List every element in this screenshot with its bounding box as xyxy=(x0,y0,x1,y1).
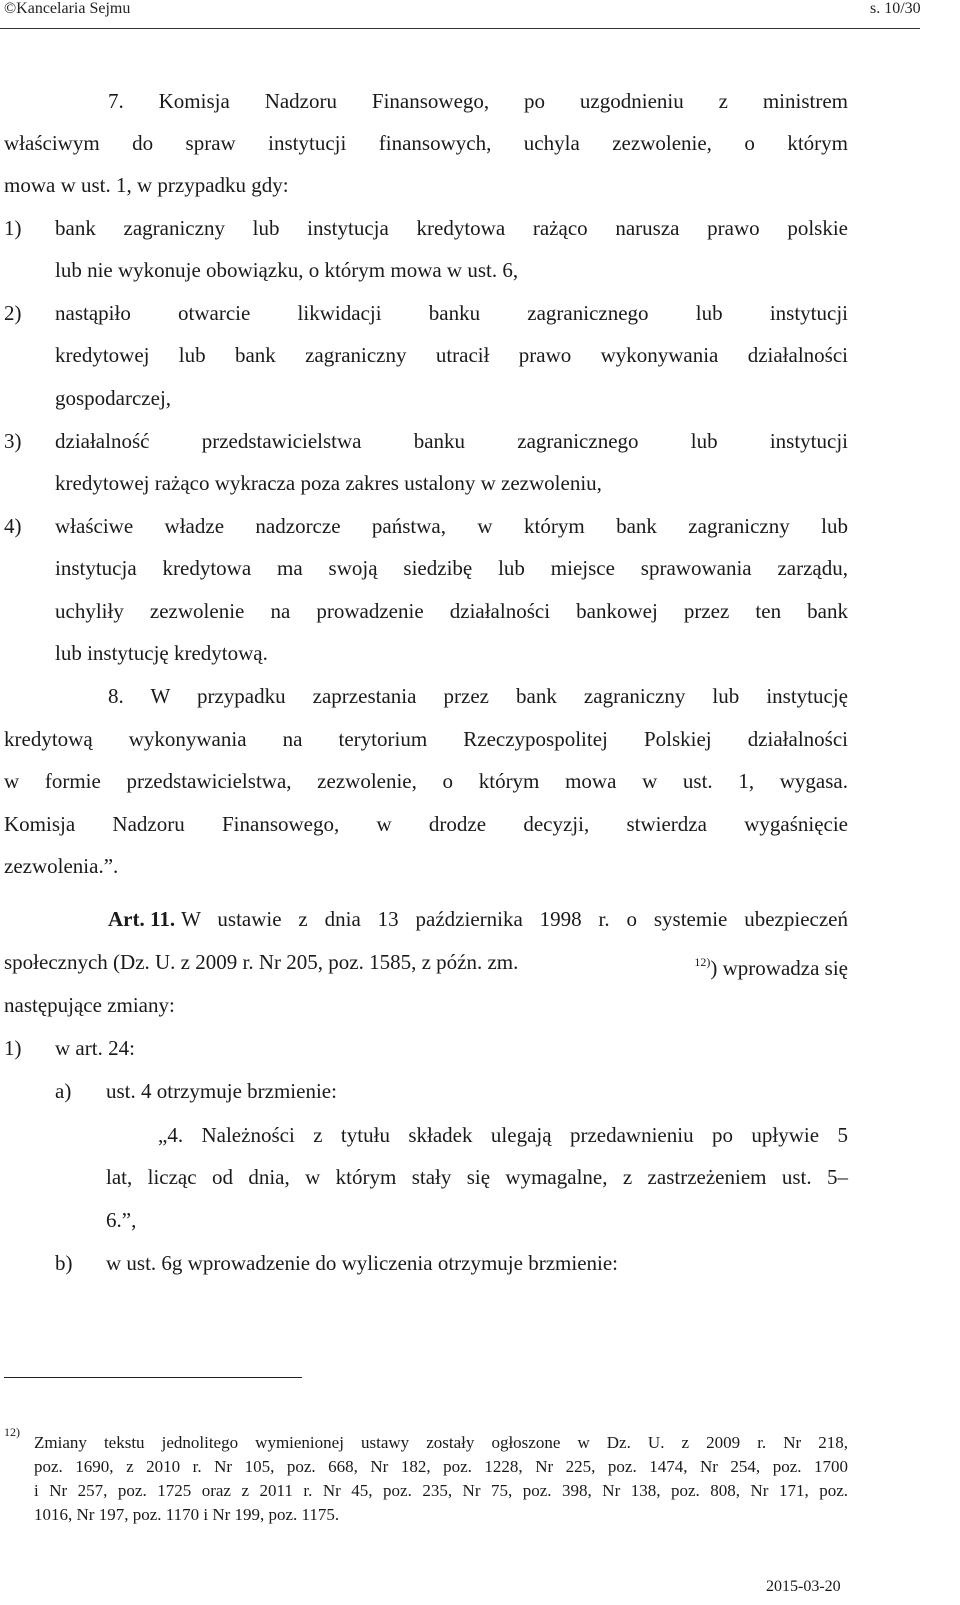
list-letter: a) xyxy=(55,1079,72,1103)
article-text: ) wprowadza się xyxy=(710,956,848,980)
header-divider xyxy=(0,28,920,29)
sec8-line: w formie przedstawicielstwa, zezwolenie, o którym mowa w ust. 1, wygasa. xyxy=(4,769,848,793)
list-number: 1) xyxy=(4,1036,22,1060)
list-number: 1) xyxy=(4,216,22,240)
list-item-line: działalność przedstawicielstwa banku zagranicznego lub instytucji xyxy=(55,429,848,453)
list-number: 3) xyxy=(4,429,22,453)
list-item-line: uchyliły zezwolenie na prowadzenie działalności bankowej przez ten bank xyxy=(55,599,848,623)
footnote-reference[interactable]: 12) xyxy=(694,955,711,969)
article-text: W ustawie z dnia 13 października 1998 r. o systemie ubezpieczeń xyxy=(181,907,848,931)
art11-second-line xyxy=(4,947,848,983)
list-item-line: nastąpiło otwarcie likwidacji banku zagranicznego lub instytucji xyxy=(55,301,848,325)
footnote-divider xyxy=(4,1377,302,1378)
footnote-line: Zmiany tekstu jednolitego wymienionej ustawy zostały ogłoszone w Dz. U. z 2009 r. Nr 218, xyxy=(34,1433,848,1452)
sec8-line: zezwolenia.”. xyxy=(4,854,119,878)
footnote-line: i Nr 257, poz. 1725 oraz z 2011 r. Nr 45, poz. 235, Nr 75, poz. 398, Nr 138, poz. 808, Nr 171, poz. xyxy=(34,1481,848,1500)
sec7-intro-line: właściwym do spraw instytucji finansowych, uchyla zezwolenie, o którym xyxy=(4,131,848,155)
footnote-mark: 12) xyxy=(4,1425,20,1439)
footnote-line: 1016, Nr 197, poz. 1170 i Nr 199, poz. 1175. xyxy=(34,1505,340,1524)
quote-line: „4. Należności z tytułu składek ulegają przedawnieniu po upływie 5 xyxy=(158,1123,848,1147)
list-item-line: gospodarczej, xyxy=(55,386,172,410)
header-source: ©Kancelaria Sejmu xyxy=(4,0,131,17)
list-item-line: lub instytucję kredytową. xyxy=(55,641,268,665)
quote-line: lat, licząc od dnia, w którym stały się wymagalne, z zastrzeżeniem ust. 5– xyxy=(106,1165,848,1189)
list-item-line: właściwe władze nadzorcze państwa, w którym bank zagraniczny lub xyxy=(55,514,848,538)
article-text: społecznych (Dz. U. z 2009 r. Nr 205, poz. 1585, z późn. zm. xyxy=(4,950,519,974)
list-item-line: instytucja kredytowa ma swoją siedzibę lub miejsce sprawowania zarządu, xyxy=(55,556,848,580)
list-letter: b) xyxy=(55,1251,73,1275)
list-item-line: w ust. 6g wprowadzenie do wyliczenia otrzymuje brzmienie: xyxy=(106,1251,618,1275)
sec8-line: kredytową wykonywania na terytorium Rzeczypospolitej Polskiej działalności xyxy=(4,727,848,751)
list-item-line: kredytowej lub bank zagraniczny utracił prawo wykonywania działalności xyxy=(55,343,848,367)
sec8-line: 8. W przypadku zaprzestania przez bank zagraniczny lub instytucję xyxy=(108,684,848,708)
art11-first-line xyxy=(108,904,848,934)
list-item-line: kredytowej rażąco wykracza poza zakres ustalony w zezwoleniu, xyxy=(55,471,602,495)
document-date: 2015-03-20 xyxy=(766,1578,841,1595)
list-number: 2) xyxy=(4,301,22,325)
sec7-intro-line: 7. Komisja Nadzoru Finansowego, po uzgodnieniu z ministrem xyxy=(108,89,848,113)
list-item-line: bank zagraniczny lub instytucja kredytowa rażąco narusza prawo polskie xyxy=(55,216,848,240)
list-item-line: w art. 24: xyxy=(55,1036,135,1060)
page-number: s. 10/30 xyxy=(870,0,921,17)
sec8-line: Komisja Nadzoru Finansowego, w drodze decyzji, stwierdza wygaśnięcie xyxy=(4,812,848,836)
quote-line: 6.”, xyxy=(106,1208,137,1232)
art11-line: następujące zmiany: xyxy=(4,993,175,1017)
sec7-intro-line: mowa w ust. 1, w przypadku gdy: xyxy=(4,173,289,197)
list-item-line: ust. 4 otrzymuje brzmienie: xyxy=(106,1079,337,1103)
list-number: 4) xyxy=(4,514,22,538)
article-label: Art. 11. xyxy=(108,907,176,931)
footnote-line: poz. 1690, z 2010 r. Nr 105, poz. 668, Nr 182, poz. 1228, Nr 225, poz. 1474, Nr 254, poz. 1700 xyxy=(34,1457,848,1476)
list-item-line: lub nie wykonuje obowiązku, o którym mowa w ust. 6, xyxy=(55,258,519,282)
